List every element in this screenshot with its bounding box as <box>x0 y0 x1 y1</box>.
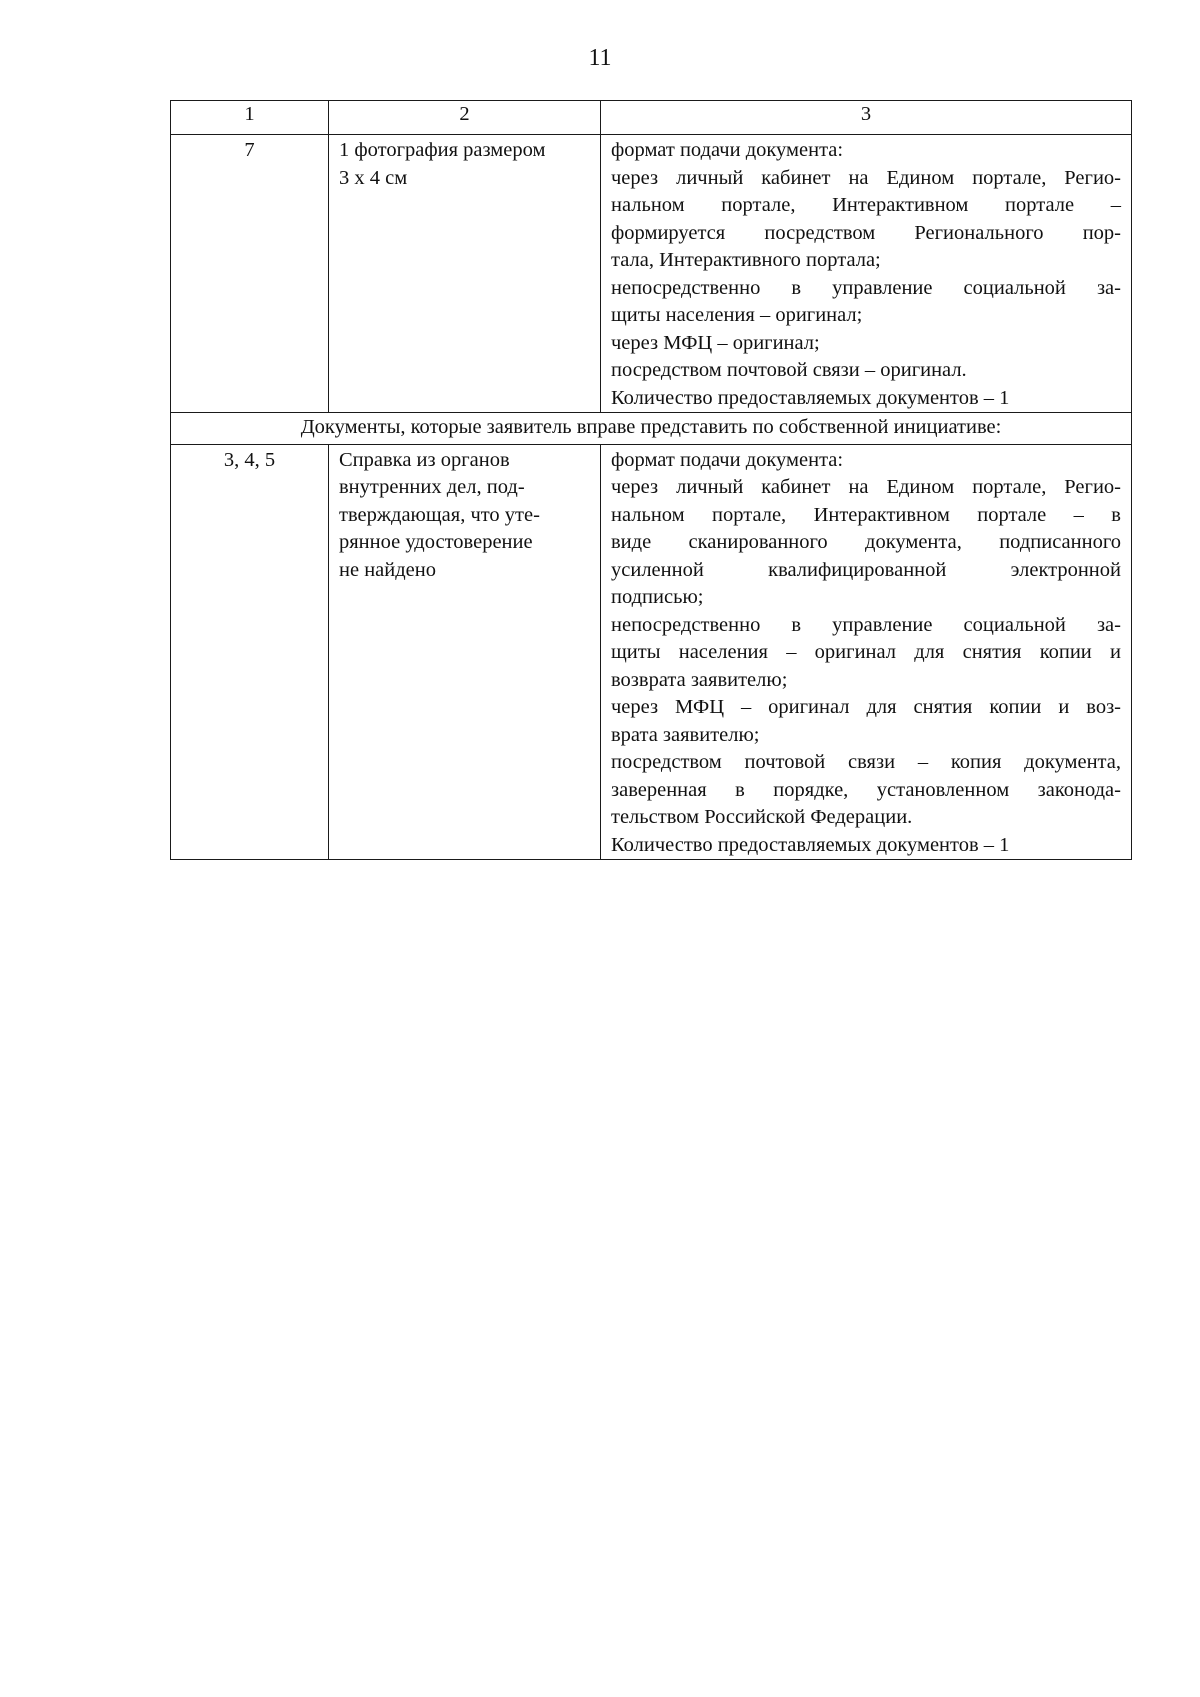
row-number: 3, 4, 5 <box>171 444 329 860</box>
format-line: виде сканированного документа, подписанного <box>611 531 1121 553</box>
format-line: заверенная в порядке, установленном законода- <box>611 778 1121 801</box>
header-cell-2: 2 <box>329 101 601 135</box>
format-line: врата заявителю; <box>611 723 760 746</box>
submission-format <box>601 135 1132 413</box>
document-name-line: 3 х 4 см <box>339 166 408 189</box>
document-name-line: Справка из органов <box>339 448 510 471</box>
format-line: формат подачи документа: <box>611 139 844 161</box>
format-line: через личный кабинет на Едином портале, Регио- <box>611 476 1121 498</box>
format-line: посредством почтовой связи – оригинал. <box>611 359 967 381</box>
format-line: щиты населения – оригинал для снятия копии и <box>611 641 1121 663</box>
format-line: нальном портале, Интерактивном портале – <box>611 194 1121 216</box>
row-number: 7 <box>171 135 329 413</box>
document-name-line: внутренних дел, под- <box>339 476 525 498</box>
document-name <box>329 444 601 860</box>
documents-table <box>170 100 1132 860</box>
format-line: возврата заявителю; <box>611 668 788 691</box>
format-line: посредством почтовой связи – копия документа, <box>611 751 1121 773</box>
format-line: Количество предоставляемых документов – 1 <box>611 386 1010 409</box>
table-row <box>171 135 1132 413</box>
format-line: тельством Российской Федерации. <box>611 806 913 828</box>
format-line: через МФЦ – оригинал для снятия копии и воз- <box>611 696 1121 718</box>
section-title: Документы, которые заявитель вправе представить по собственной инициативе: <box>171 413 1132 445</box>
format-line: подписью; <box>611 586 704 608</box>
document-name <box>329 135 601 413</box>
header-cell-3: 3 <box>601 101 1132 135</box>
format-line: формируется посредством Регионального пор- <box>611 221 1121 244</box>
format-line: щиты населения – оригинал; <box>611 304 863 326</box>
format-line: формат подачи документа: <box>611 448 844 471</box>
document-name-line: 1 фотография размером <box>339 139 546 161</box>
document-name-line: тверждающая, что уте- <box>339 503 540 526</box>
header-cell-1: 1 <box>171 101 329 135</box>
format-line: усиленной квалифицированной электронной <box>611 558 1121 581</box>
table-header-row <box>171 101 1132 135</box>
submission-format <box>601 444 1132 860</box>
section-row <box>171 413 1132 445</box>
format-line: через МФЦ – оригинал; <box>611 331 820 354</box>
page-number: 11 <box>588 45 612 71</box>
document-name-line: рянное удостоверение <box>339 531 533 553</box>
format-line: нальном портале, Интерактивном портале – в <box>611 503 1121 526</box>
format-line: тала, Интерактивного портала; <box>611 249 881 271</box>
table-row <box>171 444 1132 860</box>
document-name-line: не найдено <box>339 558 436 581</box>
format-line: Количество предоставляемых документов – 1 <box>611 833 1010 856</box>
format-line: непосредственно в управление социальной за- <box>611 276 1121 299</box>
format-line: непосредственно в управление социальной за- <box>611 613 1121 636</box>
format-line: через личный кабинет на Едином портале, Регио- <box>611 166 1121 189</box>
